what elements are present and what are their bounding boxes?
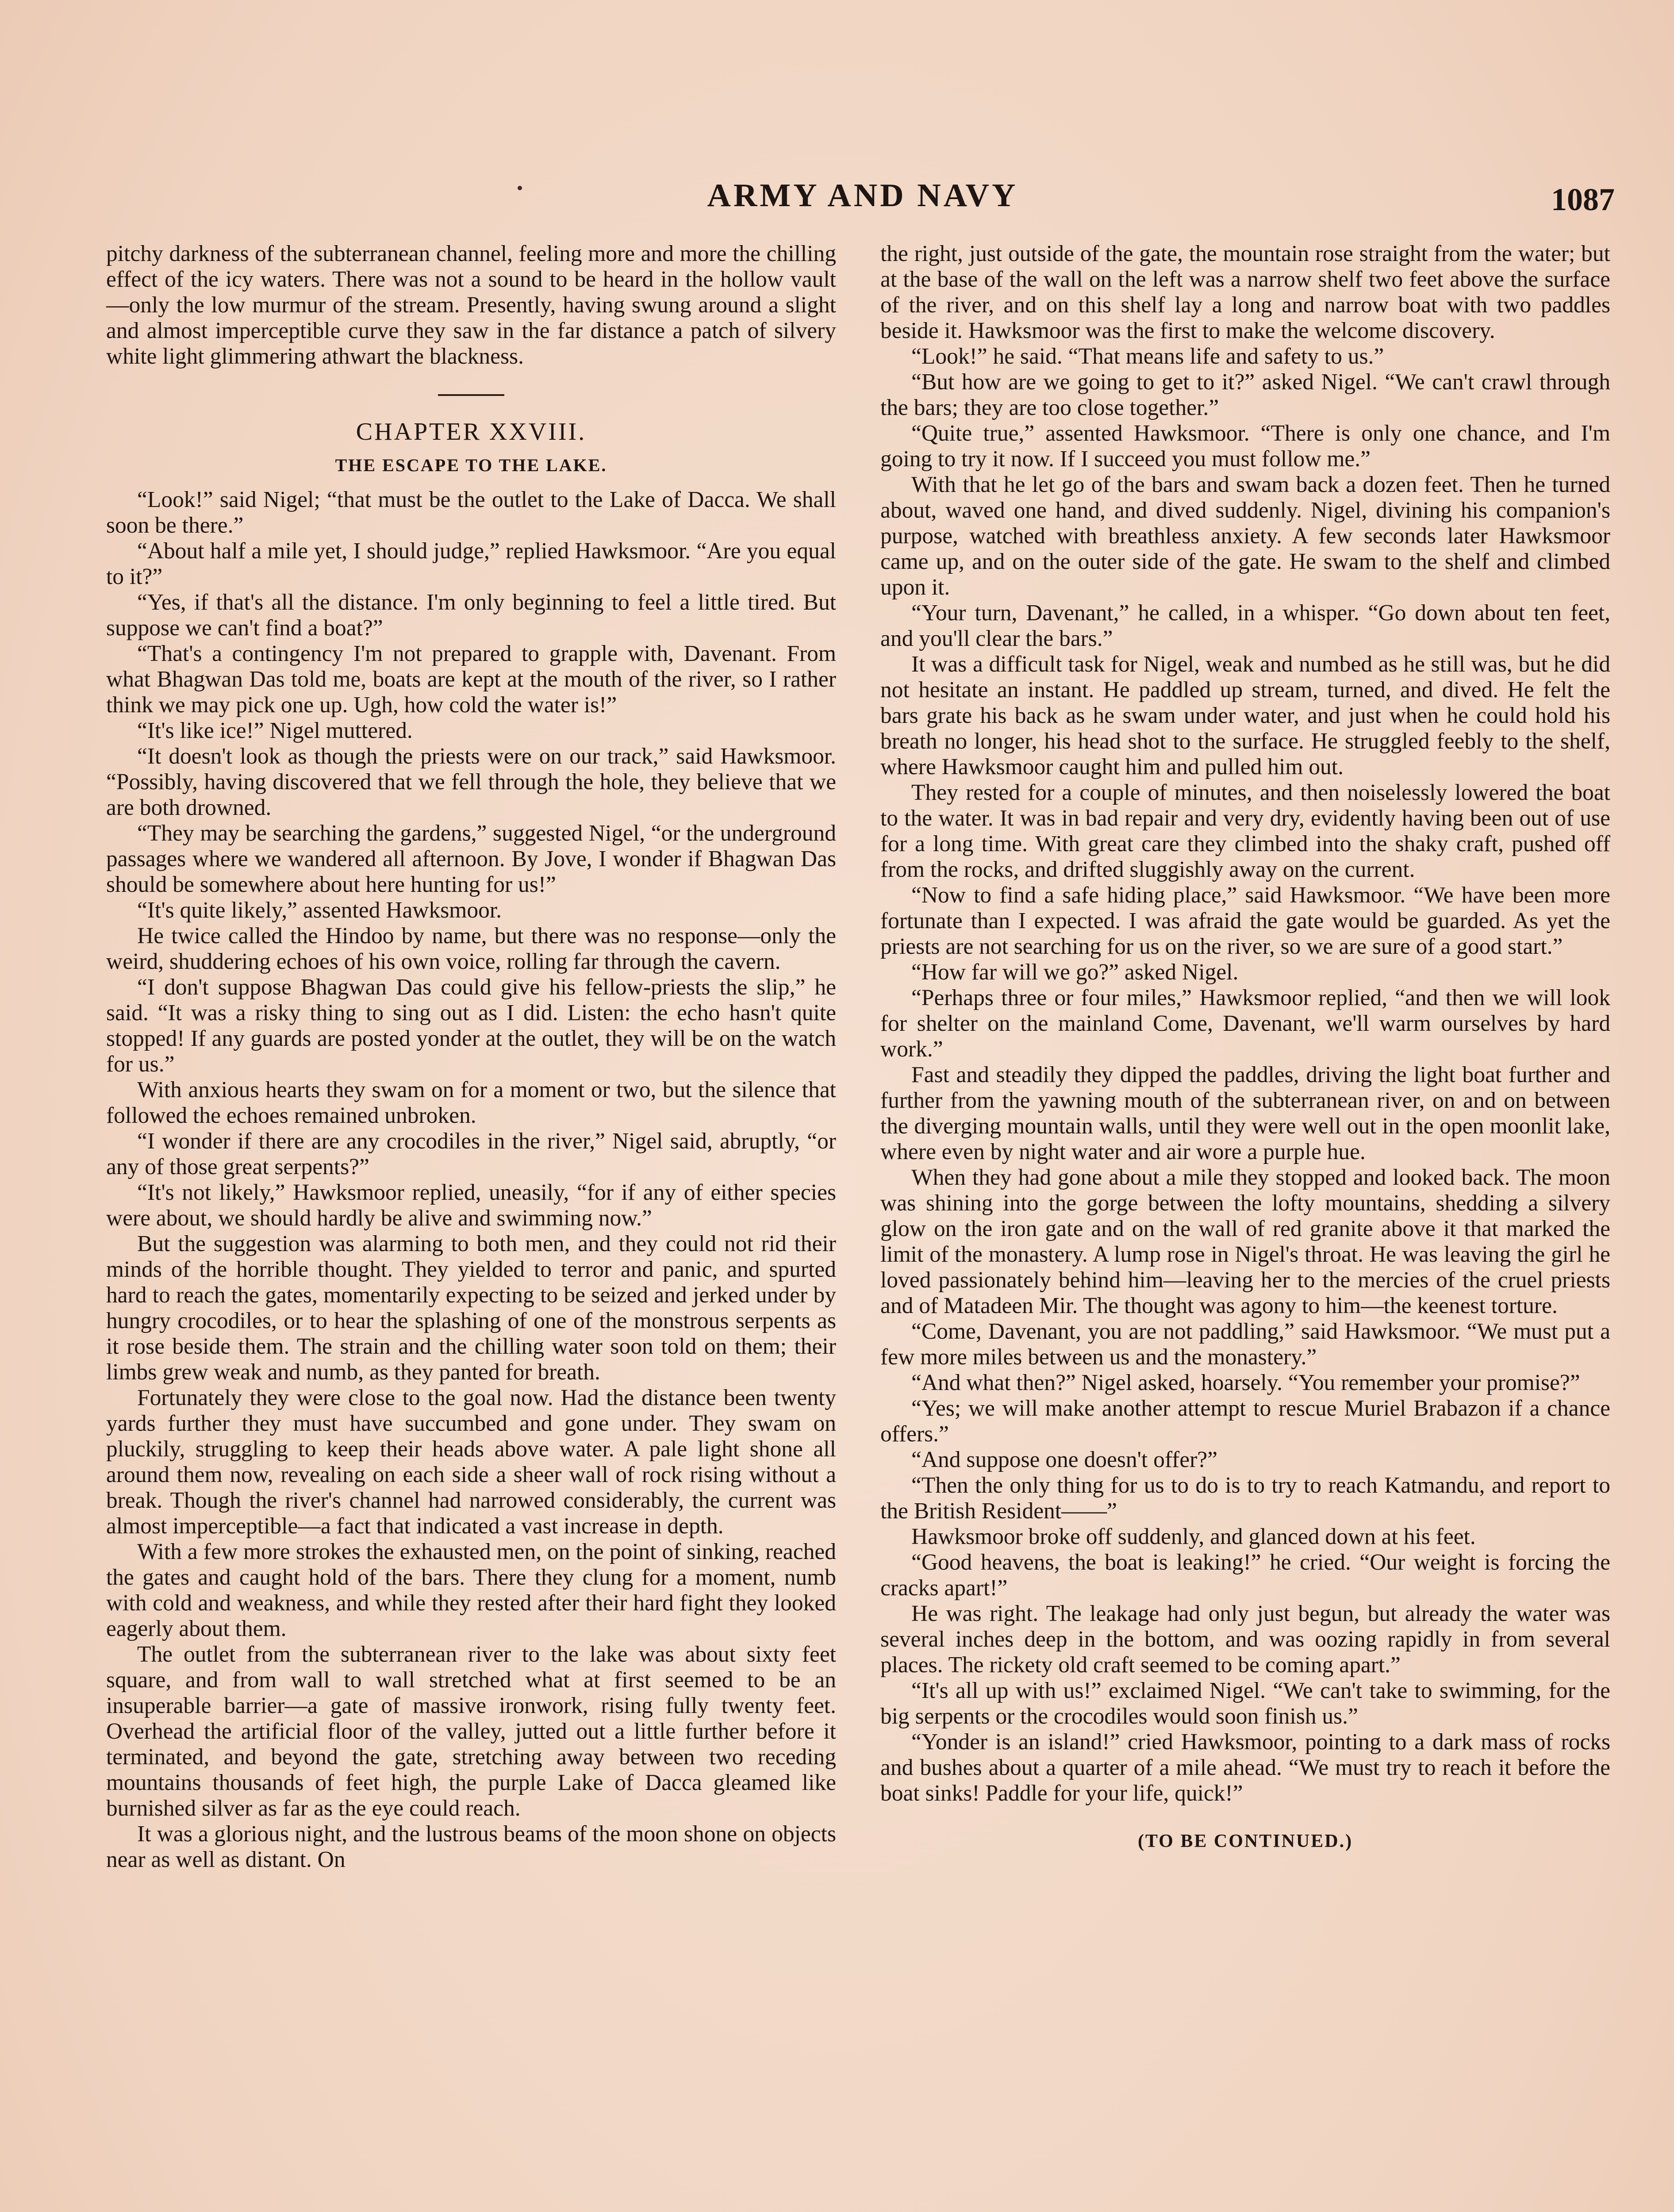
paragraph: “Quite true,” assented Hawksmoor. “There is only one chance, and I'm going to try it now. If I succeed you must follow me.” (880, 421, 1610, 472)
paragraph: They rested for a couple of minutes, and then noiselessly lowered the boat to the water. It was in bad repair and very dry, evidently having been out of use for a long time. With great care they climbed into the shaky craft, pushed off from the rocks, and drifted sluggishly away on the current. (880, 780, 1610, 882)
paragraph: “It's all up with us!” exclaimed Nigel. “We can't take to swimming, for the big serpents or the crocodiles would soon finish us.” (880, 1678, 1610, 1729)
paragraph: It was a difficult task for Nigel, weak and numbed as he still was, but he did not hesitate an instant. He paddled up stream, turned, and dived. He felt the bars grate his back as he swam under water, and just when he could hold his breath no longer, his head shot to the surface. He struggled feebly to the shelf, where Hawksmoor caught him and pulled him out. (880, 652, 1610, 780)
paragraph: “It's quite likely,” assented Hawksmoor. (137, 898, 502, 923)
paragraph: “Then the only thing for us to do is to try to reach Katmandu, and report to the British Resident——” (880, 1473, 1610, 1524)
paragraph: With a few more strokes the exhausted men, on the point of sinking, reached the gates and caught hold of the bars. There they clung for a moment, numb with cold and weakness, and while they rested after their hard fight they looked eagerly about them. (106, 1539, 836, 1641)
section-divider (438, 394, 504, 396)
paragraph: The outlet from the subterranean river to the lake was about sixty feet square, and from wall to wall stretched what at first seemed to be an insuperable barrier—a gate of massive ironwork, rising fully twenty feet. Overhead the artificial floor of the valley, jutted out a little further before it terminated, and beyond the gate, stretching away between two receding mountains thousands of feet high, the purple Lake of Dacca gleamed like burnished silver as far as the eye could reach. (106, 1642, 836, 1821)
paragraph: “But how are we going to get to it?” asked Nigel. “We can't crawl through the bars; they are too close together.” (880, 369, 1610, 420)
paragraph: “Your turn, Davenant,” he called, in a whisper. “Go down about ten feet, and you'll clear the bars.” (880, 600, 1610, 651)
paragraph: “Yes, if that's all the distance. I'm only beginning to feel a little tired. But suppose we can't find a boat?” (106, 590, 836, 641)
paragraph: But the suggestion was alarming to both men, and they could not rid their minds of the horrible thought. They yielded to terror and panic, and spurted hard to reach the gates, momentarily expecting to be seized and jerked under by hungry crocodiles, or to hear the splashing of one of the monstrous serpents as it rose beside them. The strain and the chilling water soon told on them; their limbs grew weak and numb, as they panted for breath. (106, 1231, 836, 1385)
page-number: 1087 (1551, 182, 1615, 217)
paragraph: “And what then?” Nigel asked, hoarsely. “You remember your promise?” (911, 1370, 1580, 1395)
paragraph: “Good heavens, the boat is leaking!” he cried. “Our weight is forcing the cracks apart!” (880, 1550, 1610, 1601)
paragraph: “It's not likely,” Hawksmoor replied, uneasily, “for if any of either species were about, we should hardly be alive and swimming now.” (106, 1180, 836, 1231)
chapter-subtitle: THE ESCAPE TO THE LAKE. (335, 455, 607, 475)
paragraph: “Come, Davenant, you are not paddling,” said Hawksmoor. “We must put a few more miles between us and the monastery.” (880, 1319, 1610, 1370)
paragraph: “And suppose one doesn't offer?” (911, 1447, 1217, 1472)
paragraph: “About half a mile yet, I should judge,” replied Hawksmoor. “Are you equal to it?” (106, 538, 836, 589)
paragraph: “Look!” he said. “That means life and safety to us.” (911, 344, 1384, 369)
paragraph: With that he let go of the bars and swam back a dozen feet. Then he turned about, waved one hand, and dived suddenly. Nigel, divining his companion's purpose, watched with breathless anxiety. A few seconds later Hawksmoor came up, and on the outer side of the gate. He swam to the shelf and climbed upon it. (880, 472, 1610, 600)
paragraph: “It's like ice!” Nigel muttered. (137, 718, 413, 743)
right-column (880, 241, 1610, 1854)
paragraph: “I wonder if there are any crocodiles in the river,” Nigel said, abruptly, “or any of those great serpents?” (106, 1129, 836, 1179)
running-head: ARMY AND NAVY (707, 177, 1018, 214)
page-header (106, 177, 1619, 230)
paragraph: It was a glorious night, and the lustrous beams of the moon shone on objects near as well as distant. On (106, 1821, 836, 1872)
paragraph: “How far will we go?” asked Nigel. (911, 960, 1239, 985)
ink-speck (518, 186, 522, 190)
paragraph: “Look!” said Nigel; “that must be the outlet to the Lake of Dacca. We shall soon be there.” (106, 487, 836, 538)
paragraph: Fortunately they were close to the goal now. Had the distance been twenty yards further they must have succumbed and gone under. They swam on pluckily, struggling to keep their heads above water. A pale light shone all around them now, revealing on each side a sheer wall of rock rising without a break. Though the river's channel had narrowed considerably, the current was almost imperceptible—a fact that indicated a vast increase in depth. (106, 1385, 836, 1539)
left-column (106, 241, 836, 1873)
paragraph: “Perhaps three or four miles,” Hawksmoor replied, “and then we will look for shelter on the mainland Come, Davenant, we'll warm ourselves by hard work.” (880, 985, 1610, 1062)
paragraph: When they had gone about a mile they stopped and looked back. The moon was shining into the gorge between the lofty mountains, shedding a silvery glow on the iron gate and on the wall of red granite above it that marked the limit of the monastery. A lump rose in Nigel's throat. He was leaving the girl he loved passionately behind him—leaving her to the mercies of the cruel priests and of Matadeen Mir. The thought was agony to him—the keenest torture. (880, 1165, 1610, 1318)
paragraph: “That's a contingency I'm not prepared to grapple with, Davenant. From what Bhagwan Das told me, boats are kept at the mouth of the river, so I rather think we may pick one up. Ugh, how cold the water is!” (106, 641, 836, 718)
paragraph: He twice called the Hindoo by name, but there was no response—only the weird, shuddering echoes of his own voice, rolling far through the cavern. (106, 923, 836, 974)
continued-notice: (TO BE CONTINUED.) (1137, 1831, 1353, 1851)
paragraph: “Yes; we will make another attempt to rescue Muriel Brabazon if a chance offers.” (880, 1396, 1610, 1447)
paragraph: “Yonder is an island!” cried Hawksmoor, pointing to a dark mass of rocks and bushes about a quarter of a mile ahead. “We must try to reach it before the boat sinks! Paddle for your life, quick!” (880, 1729, 1610, 1806)
paragraph: “It doesn't look as though the priests were on our track,” said Hawksmoor. “Possibly, having discovered that we fell through the hole, they believe that we are both drowned. (106, 744, 836, 820)
paragraph: Hawksmoor broke off suddenly, and glanced down at his feet. (911, 1524, 1476, 1549)
paragraph: “They may be searching the gardens,” suggested Nigel, “or the underground passages where we wandered all afternoon. By Jove, I wonder if Bhagwan Das should be somewhere about here hunting for us!” (106, 821, 836, 897)
paragraph: “I don't suppose Bhagwan Das could give his fellow-priests the slip,” he said. “It was a risky thing to sing out as I did. Listen: the echo hasn't quite stopped! If any guards are posted yonder at the outlet, they will be on the watch for us.” (106, 975, 836, 1077)
paragraph: Fast and steadily they dipped the paddles, driving the light boat further and further from the yawning mouth of the subterranean river, on and on between the diverging mountain walls, until they were well out in the open moonlit lake, where even by night water and air wore a purple hue. (880, 1062, 1610, 1164)
paragraph: With anxious hearts they swam on for a moment or two, but the silence that followed the echoes remained unbroken. (106, 1077, 836, 1128)
paragraph: He was right. The leakage had only just begun, but already the water was several inches deep in the bottom, and was oozing rapidly in from several places. The rickety old craft seemed to be coming apart.” (880, 1601, 1610, 1678)
chapter-title: CHAPTER XXVIII. (356, 418, 587, 445)
paragraph: the right, just outside of the gate, the mountain rose straight from the water; but at the base of the wall on the left was a narrow shelf two feet above the surface of the river, and on this shelf lay a long and narrow boat with two paddles beside it. Hawksmoor was the first to make the welcome discovery. (880, 241, 1610, 343)
paragraph: pitchy darkness of the subterranean channel, feeling more and more the chilling effect of the icy waters. There was not a sound to be heard in the hollow vault—only the low murmur of the stream. Presently, having swung around a slight and almost imperceptible curve they saw in the far distance a patch of silvery white light glimmering athwart the blackness. (106, 241, 836, 369)
paragraph: “Now to find a safe hiding place,” said Hawksmoor. “We have been more fortunate than I expected. I was afraid the gate would be guarded. As yet the priests are not searching for us on the river, so we are sure of a good start.” (880, 883, 1610, 959)
